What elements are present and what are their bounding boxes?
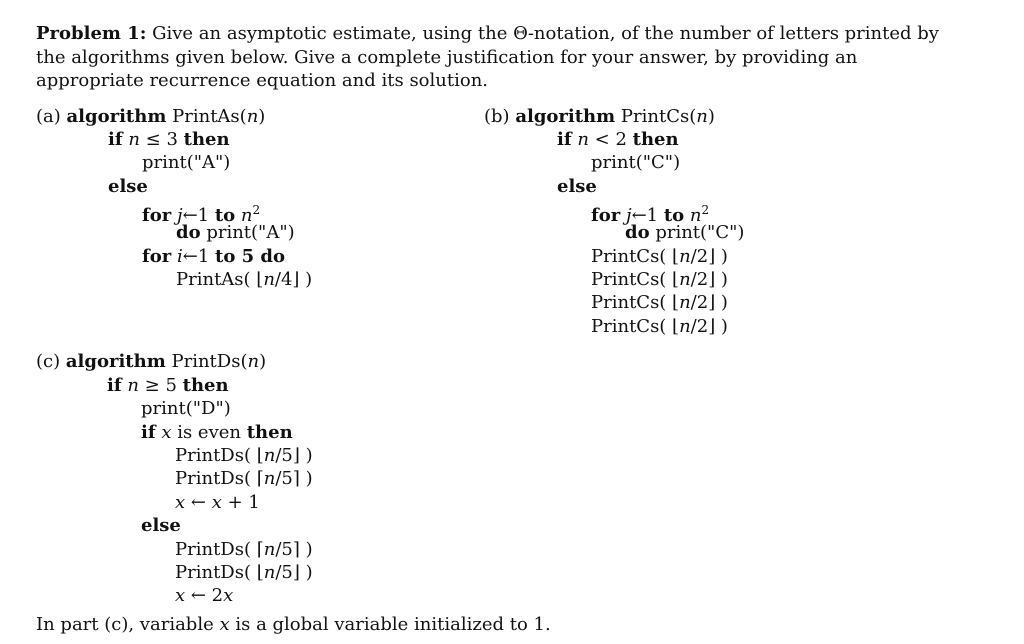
keyword-to: to [214, 205, 236, 226]
var-x: x [223, 585, 234, 606]
part-label-b: (b) [484, 106, 510, 127]
part-label-a: (a) [36, 106, 61, 127]
footer-text: is a global variable initialized to 1. [229, 614, 551, 635]
var-i: i [176, 246, 183, 267]
keyword-algorithm: algorithm [66, 106, 167, 127]
range-start: ←1 [631, 205, 664, 226]
range-start: ←1 [182, 246, 215, 267]
algo-a-for2 [142, 246, 285, 268]
print-stmt: print("C") [649, 222, 745, 243]
problem-statement [36, 22, 966, 93]
call-pre: PrintCs( ⌊ [591, 246, 680, 267]
algo-c-else: else [141, 515, 181, 536]
keyword-if: if [108, 129, 123, 150]
keyword-to: to [215, 246, 236, 267]
param-n: n [247, 351, 260, 372]
call-post: /2⌋ ) [690, 316, 728, 337]
keyword-do: do [625, 222, 650, 243]
paren: ) [258, 106, 266, 127]
algo-b-else: else [557, 176, 597, 197]
call-post: /5⌉ ) [275, 539, 313, 560]
footer-note [36, 614, 551, 636]
call-post: /5⌋ ) [275, 562, 313, 583]
var-x: x [211, 492, 222, 513]
algo-c-else-call-2 [175, 562, 313, 584]
var-n: n [263, 468, 276, 489]
keyword-if: if [557, 129, 572, 150]
var-n: n [679, 316, 691, 337]
call-post: /2⌋ ) [690, 269, 728, 290]
condition: ≥ 5 [138, 375, 183, 396]
algo-name-c: PrintDs( [171, 351, 248, 372]
var-x: x [161, 422, 172, 443]
var-n: n [263, 269, 275, 290]
condition: < 2 [588, 129, 633, 150]
footer-text: In part (c), variable [36, 614, 220, 635]
exponent: 2 [701, 203, 710, 217]
algo-b-header [484, 106, 715, 128]
keyword-to: to [663, 205, 685, 226]
problem-label: Problem 1: [36, 23, 147, 44]
call-pre: PrintCs( ⌊ [591, 316, 680, 337]
keyword-if: if [141, 422, 156, 443]
keyword-for: for [591, 205, 621, 226]
algo-c-if-even [141, 422, 293, 444]
keyword-then: then [182, 375, 229, 396]
call-pre: PrintAs( ⌊ [176, 269, 264, 290]
var-x: x [219, 614, 230, 635]
call-pre: PrintDs( ⌈ [175, 539, 264, 560]
call-post: /4⌋ ) [274, 269, 313, 290]
var-n: n [128, 129, 140, 150]
algo-c-if [107, 375, 229, 397]
condition: ≤ 3 [139, 129, 184, 150]
exponent: 2 [252, 203, 261, 217]
var-n: n [263, 445, 276, 466]
algo-c-then-call-1 [175, 445, 313, 467]
var-j: j [625, 205, 632, 226]
algo-a-call [176, 269, 312, 291]
var-n: n [263, 562, 276, 583]
var-n: n [679, 246, 691, 267]
call-pre: PrintDs( ⌊ [175, 562, 264, 583]
call-post: /5⌉ ) [275, 468, 313, 489]
algo-a-print1: print("A") [142, 152, 231, 173]
algo-b-if [557, 129, 679, 151]
algo-b-call-4 [591, 316, 728, 338]
algo-b-print1: print("C") [591, 152, 681, 173]
keyword-for: for [142, 246, 172, 267]
range-start: ←1 [182, 205, 215, 226]
paren: ) [259, 351, 267, 372]
call-pre: PrintCs( ⌊ [591, 269, 680, 290]
var-x: x [175, 492, 186, 513]
assign-op: ← 2 [185, 585, 224, 606]
print-stmt: print("A") [200, 222, 295, 243]
algo-a-header [36, 106, 265, 128]
algo-b-call-1 [591, 246, 728, 268]
algo-a-do1 [176, 222, 295, 244]
param-n: n [696, 106, 708, 127]
var-x: x [175, 585, 186, 606]
keyword-then: then [183, 129, 230, 150]
algo-a-if [108, 129, 230, 151]
var-n: n [127, 375, 139, 396]
algo-b-call-2 [591, 269, 728, 291]
algo-c-header [36, 351, 266, 373]
algo-a-else: else [108, 176, 148, 197]
algo-c-assign-2 [175, 585, 233, 607]
algo-c-print: print("D") [141, 398, 231, 419]
var-n: n [679, 292, 691, 313]
assign-op: ← [185, 492, 212, 513]
keyword-do: do [260, 246, 285, 267]
algo-b-do [625, 222, 744, 244]
keyword-then: then [632, 129, 679, 150]
param-n: n [246, 106, 259, 127]
bound: 5 [235, 246, 261, 267]
algo-c-assign-1 [175, 492, 260, 514]
var-j: j [176, 205, 183, 226]
var-n: n [240, 205, 253, 226]
call-post: /2⌋ ) [690, 246, 728, 267]
keyword-if: if [107, 375, 122, 396]
paren: ) [707, 106, 715, 127]
algo-c-else-call-1 [175, 539, 313, 561]
keyword-for: for [142, 205, 172, 226]
call-post: /2⌋ ) [690, 292, 728, 313]
call-pre: PrintDs( ⌊ [175, 445, 264, 466]
keyword-algorithm: algorithm [65, 351, 166, 372]
call-pre: PrintCs( ⌊ [591, 292, 680, 313]
algo-c-then-call-2 [175, 468, 313, 490]
call-post: /5⌋ ) [275, 445, 313, 466]
problem-text: Give an asymptotic estimate, using the Θ-notation, of the number of letters printed by the algorithms given below. Give a complete justification for your answer, by providing an appropriate recurrence equation and its solution. [36, 23, 939, 91]
var-n: n [689, 205, 702, 226]
algo-name-b: PrintCs( [620, 106, 697, 127]
algo-name-a: PrintAs( [172, 106, 247, 127]
assign-rest: + 1 [221, 492, 260, 513]
var-n: n [263, 539, 276, 560]
condition: is even [171, 422, 247, 443]
call-pre: PrintDs( ⌈ [175, 468, 264, 489]
keyword-do: do [176, 222, 201, 243]
algo-b-call-3 [591, 292, 728, 314]
keyword-then: then [246, 422, 293, 443]
keyword-algorithm: algorithm [515, 106, 616, 127]
part-label-c: (c) [36, 351, 61, 372]
var-n: n [577, 129, 589, 150]
var-n: n [679, 269, 691, 290]
